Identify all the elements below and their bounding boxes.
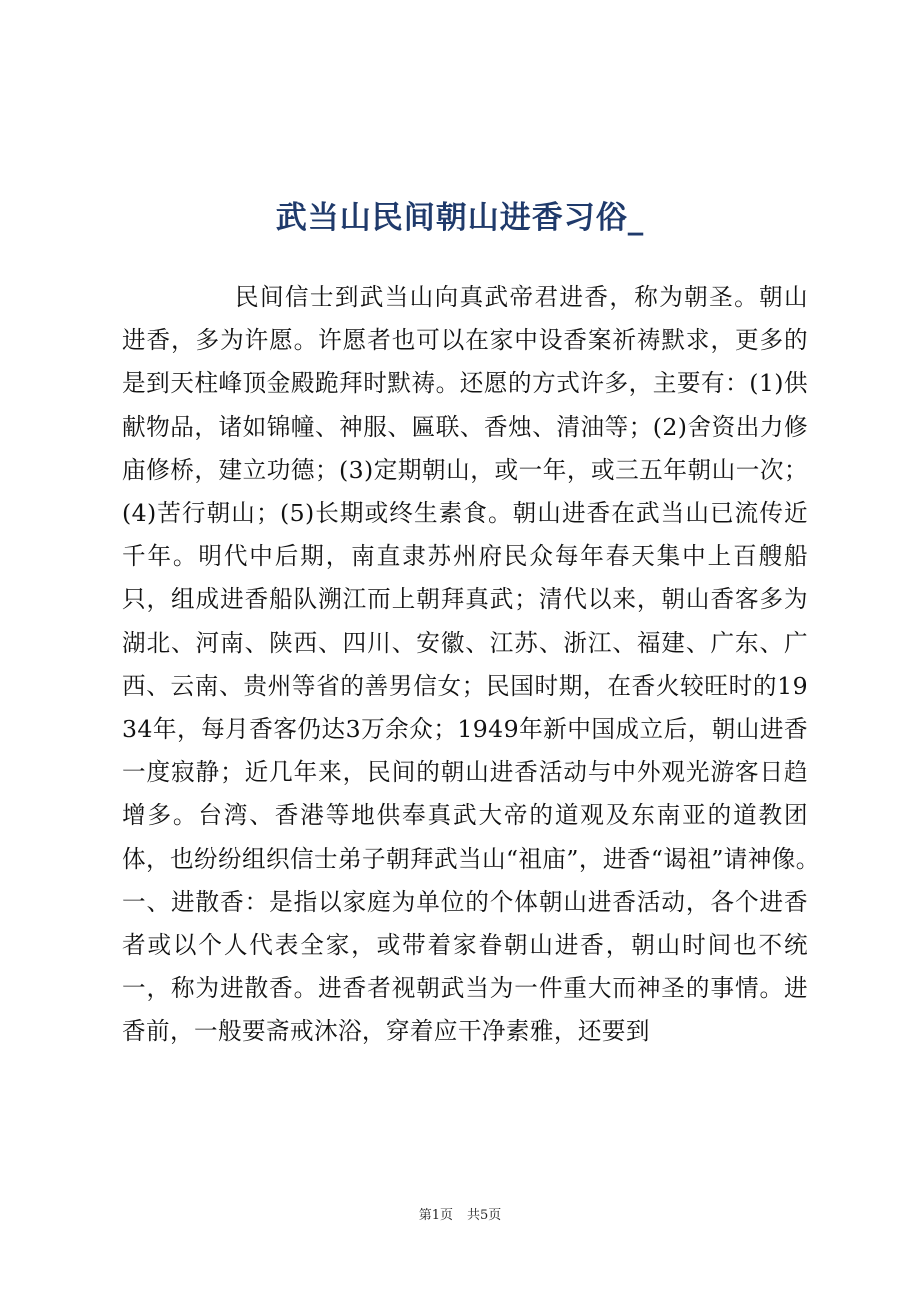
page-number: 第1页 xyxy=(418,1208,453,1223)
document-body: 民间信士到武当山向真武帝君进香，称为朝圣。朝山进香，多为许愿。许愿者也可以在家中设香案祈祷默求，更多的是到天柱峰顶金殿跪拜时默祷。还愿的方式许多，主要有：(1)供献物品，诸如锦幢、神服、匾联、香烛、清油等；(2)舍资出力修庙修桥，建立功德；(3)定期朝山，或一年，或三五年朝山一次；(4)苦行朝山；(5)长期或终生素食。朝山进香在武当山已流传近千年。明代中后期，南直隶苏州府民众每年春天集中上百艘船只，组成进香船队溯江而上朝拜真武；清代以来，朝山香客多为湖北、河南、陕西、四川、安徽、江苏、浙江、福建、广东、广西、云南、贵州等省的善男信女；民国时期，在香火较旺时的1934年，每月香客仍达3万余众；1949年新中国成立后，朝山进香一度寂静；近几年来，民间的朝山进香活动与中外观光游客日趋增多。台湾、香港等地供奉真武大帝的道观及东南亚的道教团体，也纷纷组织信士弟子朝拜武当山“祖庙”，进香“谒祖”请神像。 一、进散香：是指以家庭为单位的个体朝山进香活动，各个进香者或以个人代表全家，或带着家眷朝山进香，朝山时间也不统一，称为进散香。进香者视朝武当为一件重大而神圣的事情。进香前，一般要斋戒沐浴，穿着应干净素雅，还要到 xyxy=(122,283,880,1046)
page-footer xyxy=(0,1207,920,1225)
document-title: 武当山民间朝山进香习俗_ xyxy=(275,200,645,236)
page-total: 共5页 xyxy=(467,1208,502,1223)
